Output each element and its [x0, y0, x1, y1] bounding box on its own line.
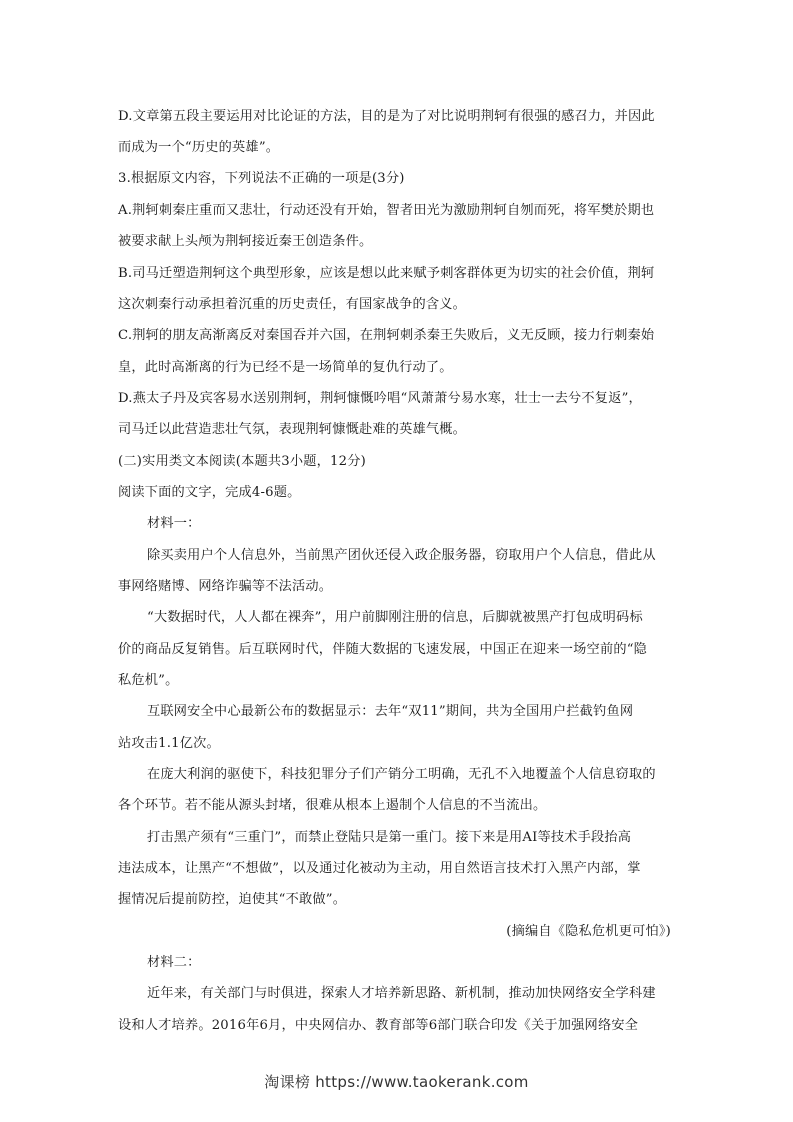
paragraph-6-line-1: 近年来，有关部门与时俱进，探索人才培养新思路、新机制，推动加快网络安全学科建: [147, 986, 656, 1001]
paragraph-6-line-2: 设和人才培养。2016年6月，中央网信办、教育部等6部门联合印发《关于加强网络安全: [118, 1018, 639, 1033]
section-heading: (二)实用类文本阅读(本题共3小题，12分): [118, 454, 366, 469]
paragraph-2-line-1: “大数据时代，人人都在裸奔”，用户前脚刚注册的信息，后脚就被黑产打包成明码标: [147, 610, 643, 625]
material-1-label: 材料一：: [147, 516, 201, 531]
option-a-line-1: A.荆轲刺秦庄重而又悲壮，行动还没有开始，智者田光为激励荆轲自刎而死，将军樊於期也: [118, 203, 655, 218]
option-c-line-2: 皇，此时高渐离的行为已经不是一场简单的复仇行动了。: [118, 360, 453, 375]
option-d2-line-1: D.燕太子丹及宾客易水送别荆轲，荆轲慷慨吟唱“风萧萧兮易水寒，壮士一去兮不复返”，: [118, 391, 642, 406]
paragraph-4-line-1: 在庞大利润的驱使下，科技犯罪分子们产销分工明确，无孔不入地覆盖个人信息窃取的: [147, 767, 656, 782]
paragraph-3-line-1: 互联网安全中心最新公布的数据显示：去年“双11”期间，共为全国用户拦截钓鱼网: [147, 704, 634, 719]
paragraph-1-line-1: 除买卖用户个人信息外，当前黑产团伙还侵入政企服务器，窃取用户个人信息，借此从: [147, 548, 656, 563]
option-d-line-1: D.文章第五段主要运用对比论证的方法，目的是为了对比说明荆轲有很强的感召力，并因此: [118, 109, 655, 124]
paragraph-3-line-2: 站攻击1.1亿次。: [118, 736, 220, 751]
option-a-line-2: 被要求献上头颅为荆轲接近秦王创造条件。: [118, 234, 373, 249]
reading-instruction: 阅读下面的文字，完成4-6题。: [118, 485, 301, 500]
option-d-line-2: 而成为一个“历史的英雄”。: [118, 140, 280, 155]
material-2-label: 材料二：: [147, 955, 201, 970]
source-citation: (摘编自《隐私危机更可怕》): [506, 924, 671, 939]
option-b-line-1: B.司马迁塑造荆轲这个典型形象，应该是想以此来赋予刺客群体更为切实的社会价值，荆轲: [118, 266, 655, 281]
option-d2-line-2: 司马迁以此营造悲壮气氛，表现荆轲慷慨赴难的英雄气概。: [118, 422, 467, 437]
paragraph-5-line-1: 打击黑产须有“三重门”，而禁止登陆只是第一重门。接下来是用AI等技术手段抬高: [147, 830, 632, 845]
paragraph-5-line-3: 握情况后提前防控，迫使其“不敢做”。: [118, 892, 347, 907]
paragraph-1-line-2: 事网络赌博、网络诈骗等不法活动。: [118, 579, 333, 594]
paragraph-2-line-2: 价的商品反复销售。后互联网时代，伴随大数据的飞速发展，中国正在迎来一场空前的“隐: [118, 642, 648, 657]
paragraph-5-line-2: 违法成本，让黑产“不想做”，以及通过化被动为主动，用自然语言技术打入黑产内部，掌: [118, 861, 641, 876]
paragraph-4-line-2: 各个环节。若不能从源头封堵，很难从根本上遏制个人信息的不当流出。: [118, 798, 547, 813]
option-b-line-2: 这次刺秦行动承担着沉重的历史责任，有国家战争的含义。: [118, 297, 467, 312]
option-c-line-1: C.荆轲的朋友高渐离反对秦国吞并六国，在荆轲刺杀秦王失败后，义无反顾，接力行刺秦始: [118, 328, 655, 343]
paragraph-2-line-3: 私危机”。: [118, 673, 179, 688]
question-3-stem: 3.根据原文内容，下列说法不正确的一项是(3分): [118, 171, 405, 186]
footer-watermark: 淘课榜 https://www.taokerank.com: [264, 1073, 529, 1091]
